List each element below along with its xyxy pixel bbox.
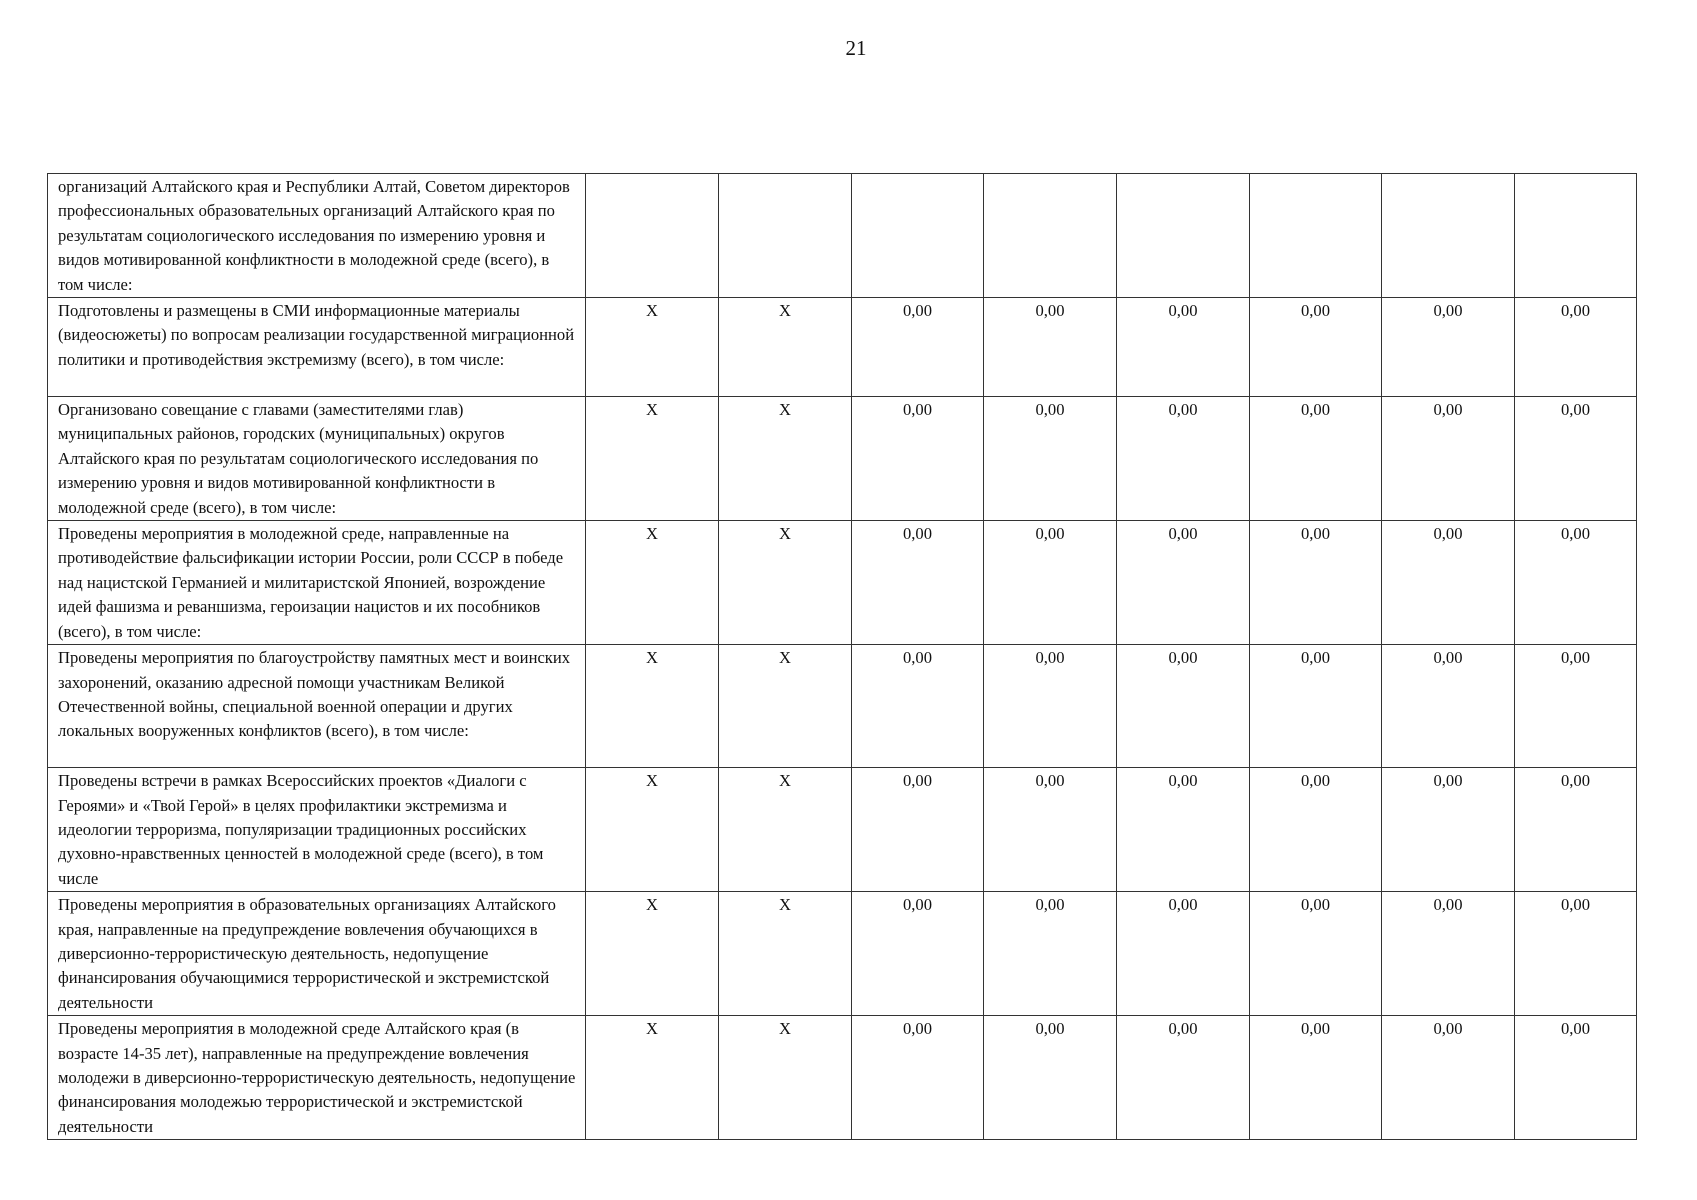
value-cell: 0,00 (984, 892, 1117, 1016)
value-cell: 0,00 (1117, 892, 1250, 1016)
row-description: Подготовлены и размещены в СМИ информационные материалы (видеосюжеты) по вопросам реализации государственной миграционной политики и противодействия экстремизму (всего), в том числе: (48, 298, 586, 397)
value-cell: 0,00 (1515, 521, 1637, 645)
value-cell (1382, 174, 1515, 298)
value-cell: 0,00 (1117, 298, 1250, 397)
value-cell: X (719, 892, 852, 1016)
value-cell: 0,00 (852, 1016, 984, 1140)
value-cell: X (586, 1016, 719, 1140)
value-cell: X (719, 768, 852, 892)
value-cell: 0,00 (1382, 892, 1515, 1016)
value-cell: 0,00 (984, 645, 1117, 768)
value-cell: X (586, 768, 719, 892)
value-cell: 0,00 (1515, 892, 1637, 1016)
value-cell (1117, 174, 1250, 298)
value-cell: 0,00 (984, 397, 1117, 521)
value-cell: X (719, 298, 852, 397)
value-cell: 0,00 (852, 298, 984, 397)
value-cell: 0,00 (1382, 521, 1515, 645)
value-cell: 0,00 (1117, 645, 1250, 768)
value-cell: 0,00 (1515, 768, 1637, 892)
value-cell: 0,00 (852, 768, 984, 892)
value-cell: 0,00 (1382, 768, 1515, 892)
value-cell (1250, 174, 1382, 298)
row-description: Проведены мероприятия в молодежной среде, направленные на противодействие фальсификации истории России, роли СССР в победе над нацистской Германией и милитаристской Японией, возрождение идей фашизма и реваншизма, героизации нацистов и их пособников (всего), в том числе: (48, 521, 586, 645)
value-cell: 0,00 (852, 521, 984, 645)
value-cell: 0,00 (1250, 768, 1382, 892)
row-description: Организовано совещание с главами (заместителями глав) муниципальных районов, городских (муниципальных) округов Алтайского края по результатам социологического исследования по измерению уровня и видов мотивированной конфликтности в молодежной среде (всего), в том числе: (48, 397, 586, 521)
value-cell: X (719, 521, 852, 645)
value-cell: 0,00 (852, 645, 984, 768)
value-cell: X (719, 1016, 852, 1140)
value-cell: 0,00 (1250, 645, 1382, 768)
value-cell: 0,00 (1250, 298, 1382, 397)
row-description: Проведены мероприятия в образовательных организациях Алтайского края, направленные на предупреждение вовлечения обучающихся в диверсионно-террористическую деятельность, недопущение финансирования обучающимися террористической и экстремистской деятельности (48, 892, 586, 1016)
value-cell: X (586, 645, 719, 768)
table-row (48, 1016, 1637, 1140)
value-cell: X (586, 521, 719, 645)
value-cell: 0,00 (984, 298, 1117, 397)
value-cell: 0,00 (1382, 645, 1515, 768)
value-cell: 0,00 (1382, 298, 1515, 397)
table-row (48, 645, 1637, 768)
value-cell (984, 174, 1117, 298)
value-cell: 0,00 (1515, 645, 1637, 768)
value-cell: 0,00 (1117, 521, 1250, 645)
table-row (48, 174, 1637, 298)
value-cell: 0,00 (984, 1016, 1117, 1140)
value-cell: 0,00 (1117, 397, 1250, 521)
value-cell: 0,00 (1250, 1016, 1382, 1140)
value-cell: 0,00 (1250, 892, 1382, 1016)
value-cell: X (719, 397, 852, 521)
value-cell (1515, 174, 1637, 298)
value-cell: X (586, 298, 719, 397)
value-cell: 0,00 (1250, 397, 1382, 521)
value-cell: 0,00 (1250, 521, 1382, 645)
row-description: Проведены мероприятия по благоустройству памятных мест и воинских захоронений, оказанию адресной помощи участникам Великой Отечественной войны, специальной военной операции и других локальных вооруженных конфликтов (всего), в том числе: (48, 645, 586, 768)
table-row (48, 768, 1637, 892)
value-cell: 0,00 (1117, 768, 1250, 892)
table-row (48, 397, 1637, 521)
row-description: Проведены мероприятия в молодежной среде Алтайского края (в возрасте 14-35 лет), направленные на предупреждение вовлечения молодежи в диверсионно-террористическую деятельность, недопущение финансирования молодежью террористической и экстремистской деятельности (48, 1016, 586, 1140)
value-cell: 0,00 (984, 768, 1117, 892)
value-cell: 0,00 (1515, 397, 1637, 521)
table-row (48, 892, 1637, 1016)
value-cell: 0,00 (1382, 397, 1515, 521)
table-row (48, 521, 1637, 645)
value-cell: 0,00 (984, 521, 1117, 645)
value-cell: 0,00 (1382, 1016, 1515, 1140)
value-cell (719, 174, 852, 298)
value-cell: 0,00 (1515, 298, 1637, 397)
value-cell: 0,00 (1117, 1016, 1250, 1140)
value-cell (852, 174, 984, 298)
budget-table (47, 173, 1637, 1140)
value-cell: X (586, 892, 719, 1016)
value-cell: X (719, 645, 852, 768)
value-cell (586, 174, 719, 298)
page-number: 21 (845, 36, 867, 60)
value-cell: 0,00 (1515, 1016, 1637, 1140)
value-cell: 0,00 (852, 397, 984, 521)
row-description: организаций Алтайского края и Республики Алтай, Советом директоров профессиональных образовательных организаций Алтайского края по результатам социологического исследования по измерению уровня и видов мотивированной конфликтности в молодежной среде (всего), в том числе: (48, 174, 586, 298)
table-row (48, 298, 1637, 397)
value-cell: 0,00 (852, 892, 984, 1016)
value-cell: X (586, 397, 719, 521)
row-description: Проведены встречи в рамках Всероссийских проектов «Диалоги с Героями» и «Твой Герой» в целях профилактики экстремизма и идеологии терроризма, популяризации традиционных российских духовно-нравственных ценностей в молодежной среде (всего), в том числе (48, 768, 586, 892)
